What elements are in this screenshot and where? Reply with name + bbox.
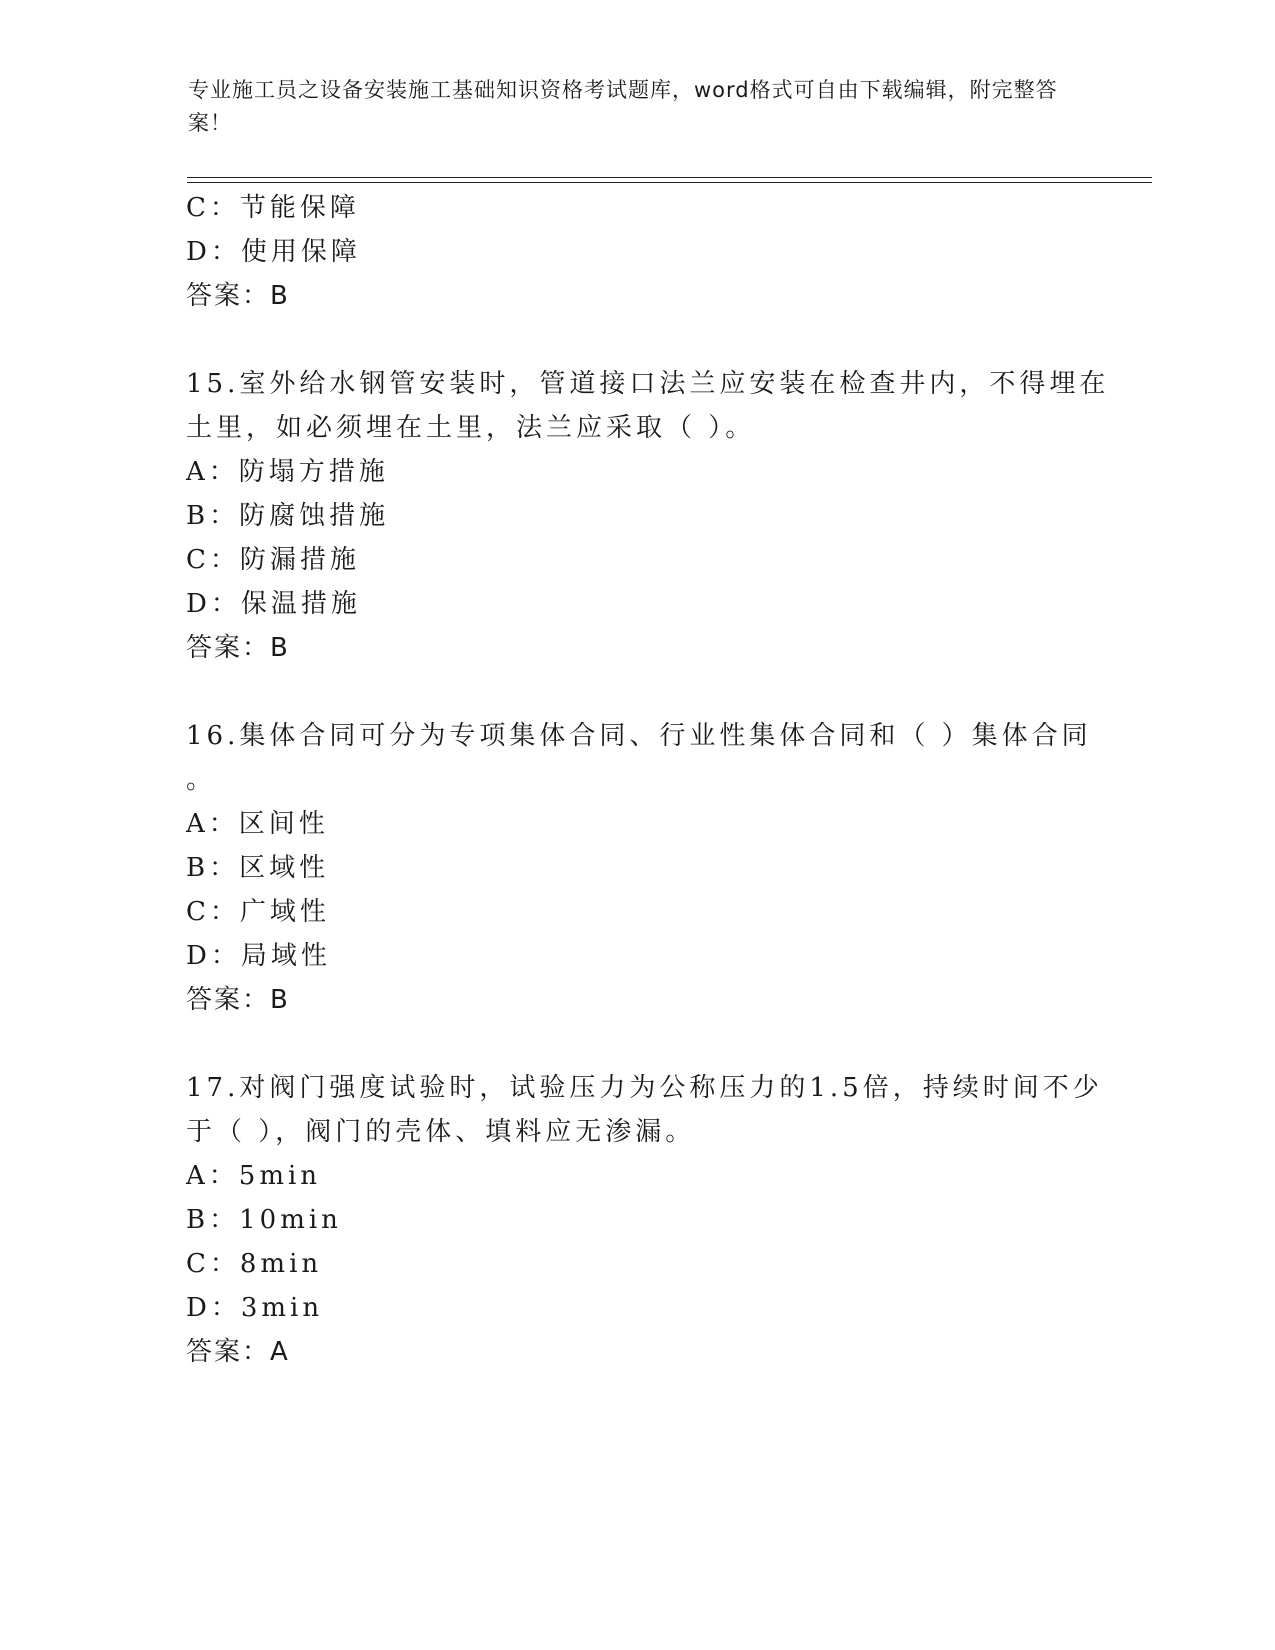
q17-answer: 答案：A <box>186 1337 290 1367</box>
q15-stem-line2: 土里，如必须埋在土里，法兰应采取（ ）。 <box>186 413 756 443</box>
q14-option-d: D：使用保障 <box>186 237 361 267</box>
q17-stem-line2: 于（ ），阀门的壳体、填料应无渗漏。 <box>186 1117 696 1147</box>
q14-answer: 答案：B <box>186 281 290 311</box>
q16-option-a: A：区间性 <box>186 809 329 839</box>
q16-stem-line1: 16.集体合同可分为专项集体合同、行业性集体合同和（ ）集体合同 <box>186 721 1092 751</box>
q17-option-b: B：10min <box>186 1205 342 1235</box>
q16-answer: 答案：B <box>186 985 290 1015</box>
q15-option-a: A：防塌方措施 <box>186 457 389 487</box>
header-divider-top <box>187 177 1152 178</box>
q15-stem-line1: 15.室外给水钢管安装时，管道接口法兰应安装在检查井内，不得埋在 <box>186 369 1110 399</box>
q14-option-c: C：节能保障 <box>186 193 360 223</box>
q17-option-d: D：3min <box>186 1293 324 1323</box>
header-divider-bottom <box>187 182 1152 183</box>
q16-option-c: C：广域性 <box>186 897 330 927</box>
document-header: 专业施工员之设备安装施工基础知识资格考试题库，word格式可自由下载编辑，附完整答案！ <box>188 78 1058 135</box>
q15-option-d: D：保温措施 <box>186 589 361 619</box>
q15-option-b: B：防腐蚀措施 <box>186 501 390 531</box>
q16-option-d: D：局域性 <box>186 941 331 971</box>
q16-stem-line2: 。 <box>186 765 217 795</box>
q15-option-c: C：防漏措施 <box>186 545 360 575</box>
q16-option-b: B：区域性 <box>186 853 330 883</box>
q17-stem-line1: 17.对阀门强度试验时，试验压力为公称压力的1.5倍，持续时间不少 <box>186 1073 1103 1103</box>
q17-option-a: A：5min <box>186 1161 322 1191</box>
q17-option-c: C：8min <box>186 1249 323 1279</box>
q15-answer: 答案：B <box>186 633 290 663</box>
